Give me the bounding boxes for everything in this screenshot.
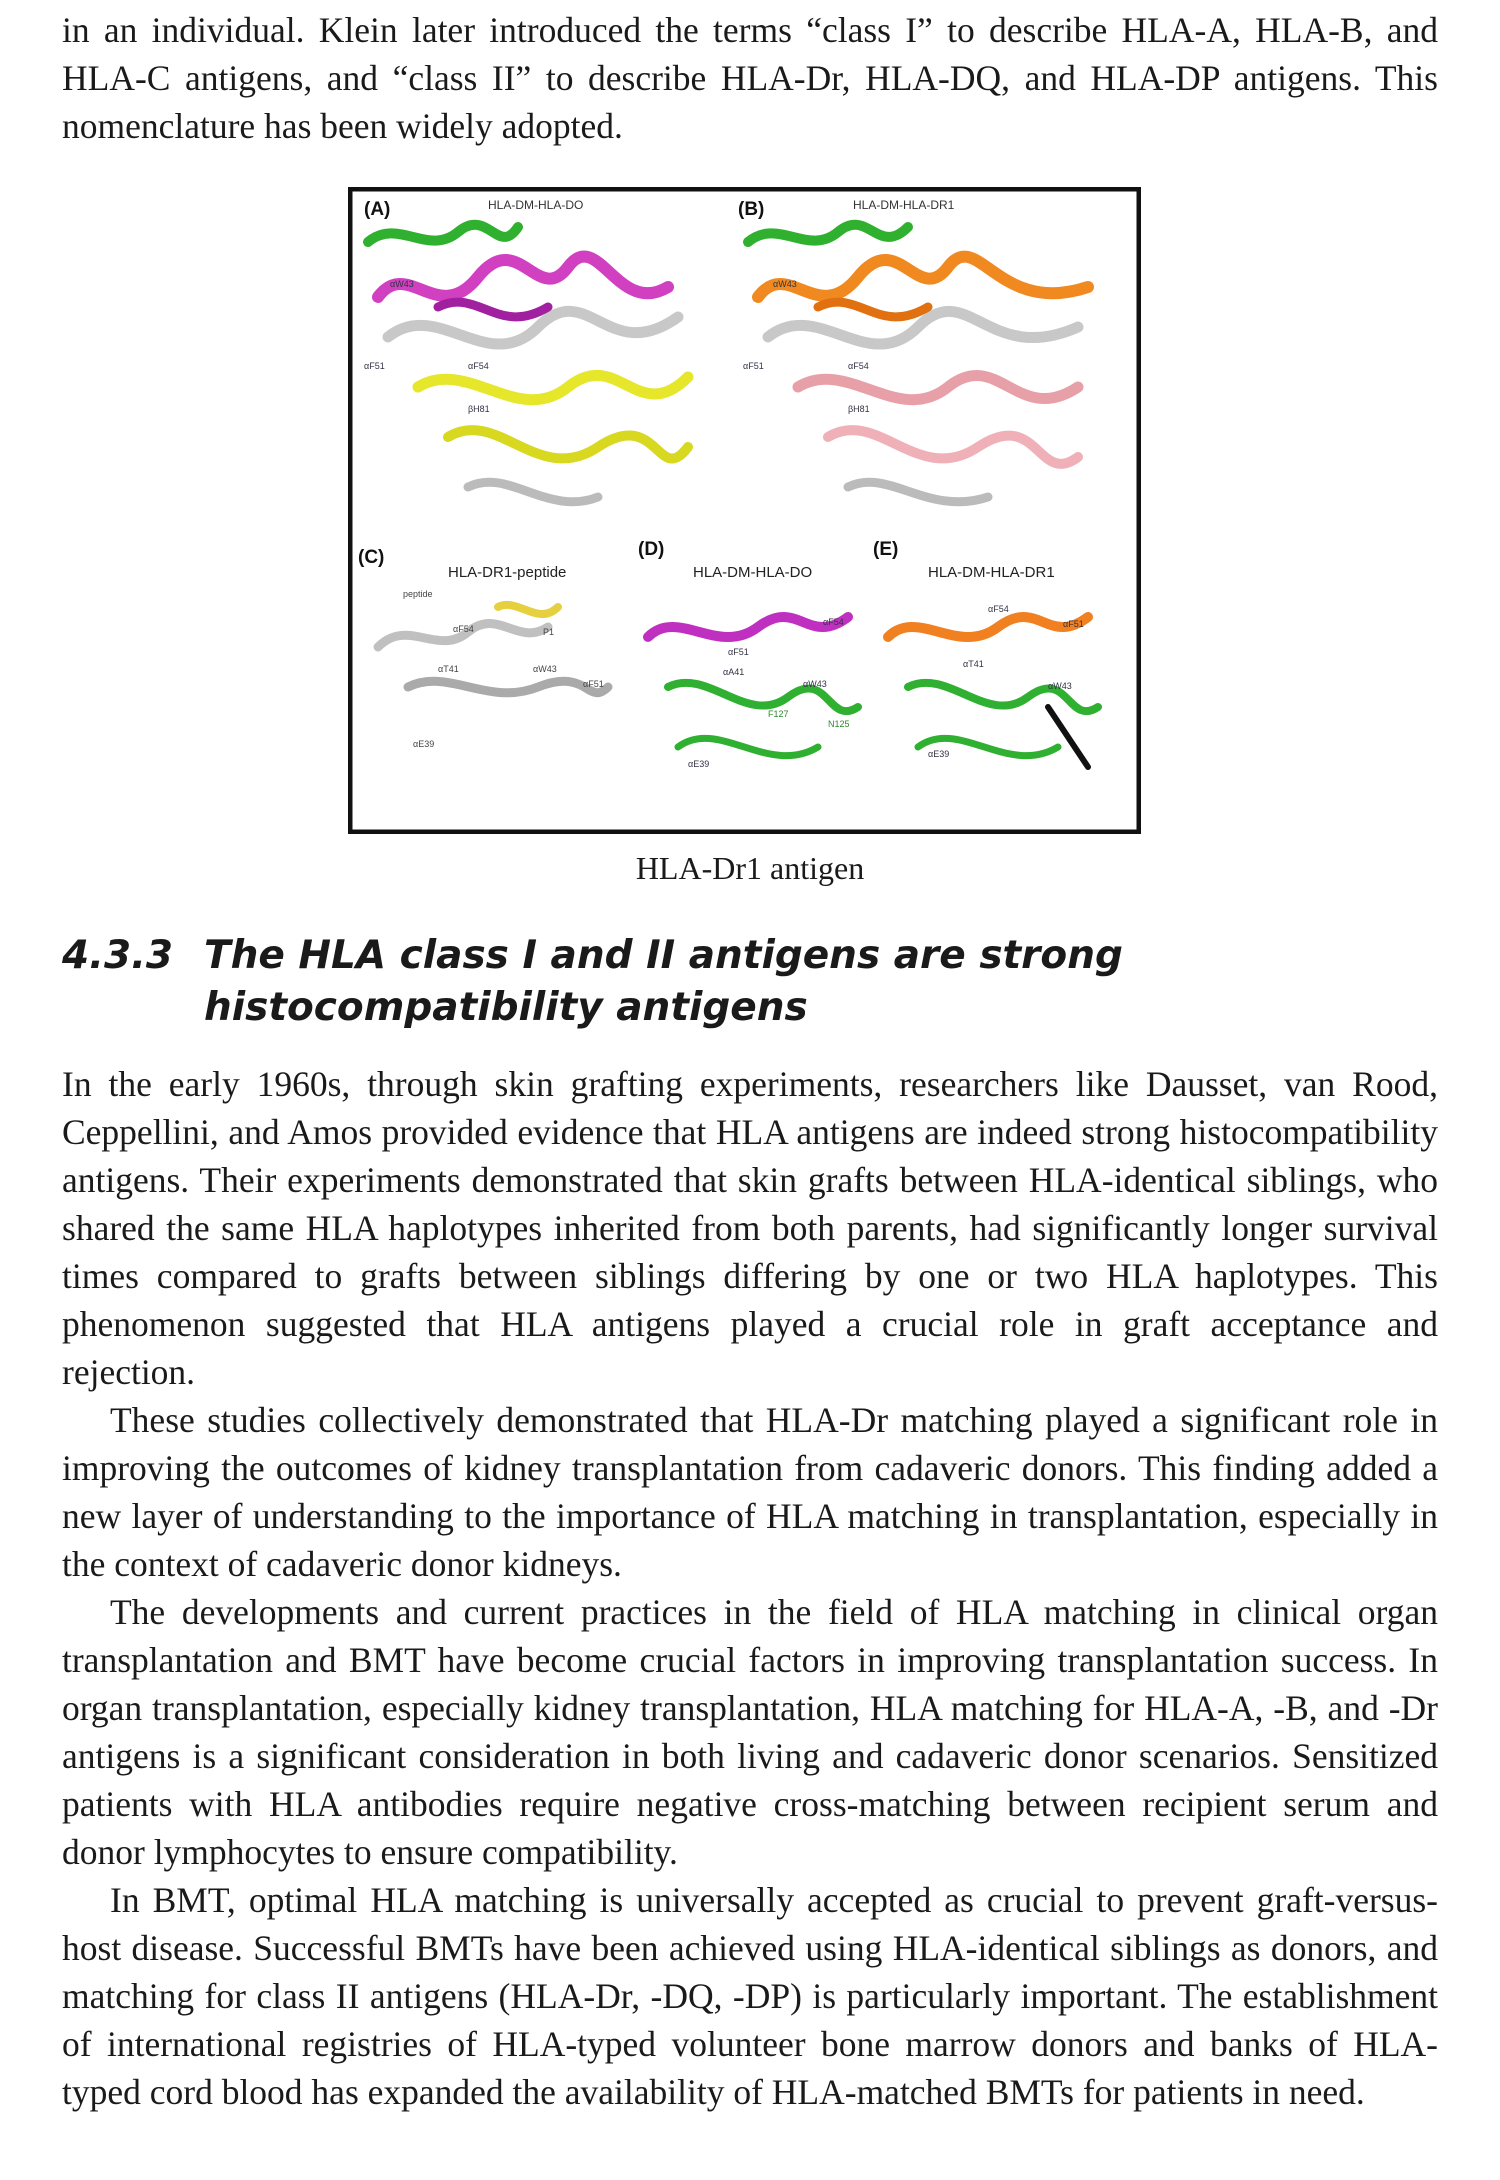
panel-b-residue-4: βH81 — [848, 404, 870, 414]
paragraph-1: In the early 1960s, through skin grafting experiments, researchers like Dausset, van Rood, Ceppellini, and Amos provided evidence that HLA antigens are indeed strong histocompatibility antigens. Their experiments demonstrated that skin grafts between HLA-identical siblings, who shared the same HLA haplotypes inherited from both parents, had significantly longer survival times compared to grafts between siblings differing by one or two HLA haplotypes. This phenomenon suggested that HLA antigens played a crucial role in graft acceptance and rejection. — [62, 1064, 1438, 1392]
panel-b-residue-2: αF51 — [743, 361, 764, 371]
panel-b-residue-1: αW43 — [773, 279, 797, 289]
figure-svg — [348, 187, 1141, 834]
paragraph-2: These studies collectively demonstrated that HLA-Dr matching played a significant role in improving the outcomes of kidney transplantation from cadaveric donors. This finding added a new layer of understanding to the importance of HLA matching in transplantation, especially in the context of cadaveric donor kidneys. — [62, 1400, 1438, 1584]
panel-d-residue-2: αF51 — [728, 647, 749, 657]
panel-c-residue-4: αT41 — [438, 664, 459, 674]
panel-c-label: (C) — [358, 547, 385, 568]
panel-c-residue-7: αE39 — [413, 739, 435, 749]
panel-e-title: HLA-DM-HLA-DR1 — [928, 564, 1055, 581]
panel-e-residue-3: αT41 — [963, 659, 984, 669]
panel-a-residue-3: αF54 — [468, 361, 489, 371]
panel-b-title: HLA-DM-HLA-DR1 — [853, 198, 955, 212]
section-number: 4.3.3 — [62, 933, 174, 978]
paragraph-3: The developments and current practices in the field of HLA matching in clinical organ transplantation and BMT have become crucial factors in improving transplantation success. In organ transplantation, especially kidney transplantation, HLA matching for HLA-A, -B, and -Dr antigens is a significant consideration in both living and cadaveric donor scenarios. Sensitized patients with HLA antibodies require negative cross-matching between recipient serum and donor lymphocytes to ensure compatibility. — [62, 1592, 1438, 1872]
panel-a-residue-2: αF51 — [364, 361, 385, 371]
panel-c-residue-6: αF51 — [583, 679, 604, 689]
panel-a-residue-1: αW43 — [390, 279, 414, 289]
top-paragraph: in an individual. Klein later introduced the terms “class I” to describe HLA-A, HLA-B, and HLA-C antigens, and “class II” to describe HLA-Dr, HLA-DQ, and HLA-DP antigens. This nomenclature has been widely adopted. — [62, 10, 1438, 146]
panel-c-residue-5: αW43 — [533, 664, 557, 674]
figure-caption: HLA-Dr1 antigen — [635, 850, 865, 886]
panel-d-residue-6: N125 — [828, 719, 850, 729]
panel-d-title: HLA-DM-HLA-DO — [693, 564, 813, 581]
panel-a-title: HLA-DM-HLA-DO — [488, 198, 584, 212]
panel-c-residue-2: αF54 — [453, 624, 474, 634]
panel-a-label: (A) — [364, 199, 391, 220]
panel-c-title: HLA-DR1-peptide — [448, 564, 567, 581]
panel-e-label: (E) — [873, 539, 899, 560]
panel-a-residue-4: βH81 — [468, 404, 490, 414]
panel-d-residue-3: αA41 — [723, 667, 745, 677]
panel-d-label: (D) — [638, 539, 665, 560]
panel-e-residue-5: αE39 — [928, 749, 950, 759]
panel-b-label: (B) — [738, 199, 765, 220]
panel-c-residue-3: P1 — [543, 627, 555, 637]
panel-c-residue-1: peptide — [403, 589, 433, 599]
figure-hla-structures — [348, 187, 1141, 834]
panel-d-residue-5: F127 — [768, 709, 789, 719]
panel-b-residue-3: αF54 — [848, 361, 869, 371]
panel-d-residue-4: αW43 — [803, 679, 827, 689]
section-title: The HLA class I and II antigens are strong histocompatibility antigens — [204, 933, 1123, 1030]
panel-d-residue-7: αE39 — [688, 759, 710, 769]
panel-e-residue-2: αF51 — [1063, 619, 1084, 629]
panel-e-residue-4: αW43 — [1048, 681, 1072, 691]
body-text — [62, 1060, 1438, 2116]
page — [62, 0, 1438, 150]
panel-d-residue-1: αF54 — [823, 617, 844, 627]
panel-e-residue-1: αF54 — [988, 604, 1009, 614]
paragraph-4: In BMT, optimal HLA matching is universally accepted as crucial to prevent graft-versus-host disease. Successful BMTs have been achieved using HLA-identical siblings as donors, and matching for class II antigens (HLA-Dr, -DQ, -DP) is particularly important. The establishment of international registries of HLA-typed volunteer bone marrow donors and banks of HLA-typed cord blood has expanded the availability of HLA-matched BMTs for patients in need. — [62, 1880, 1438, 2112]
